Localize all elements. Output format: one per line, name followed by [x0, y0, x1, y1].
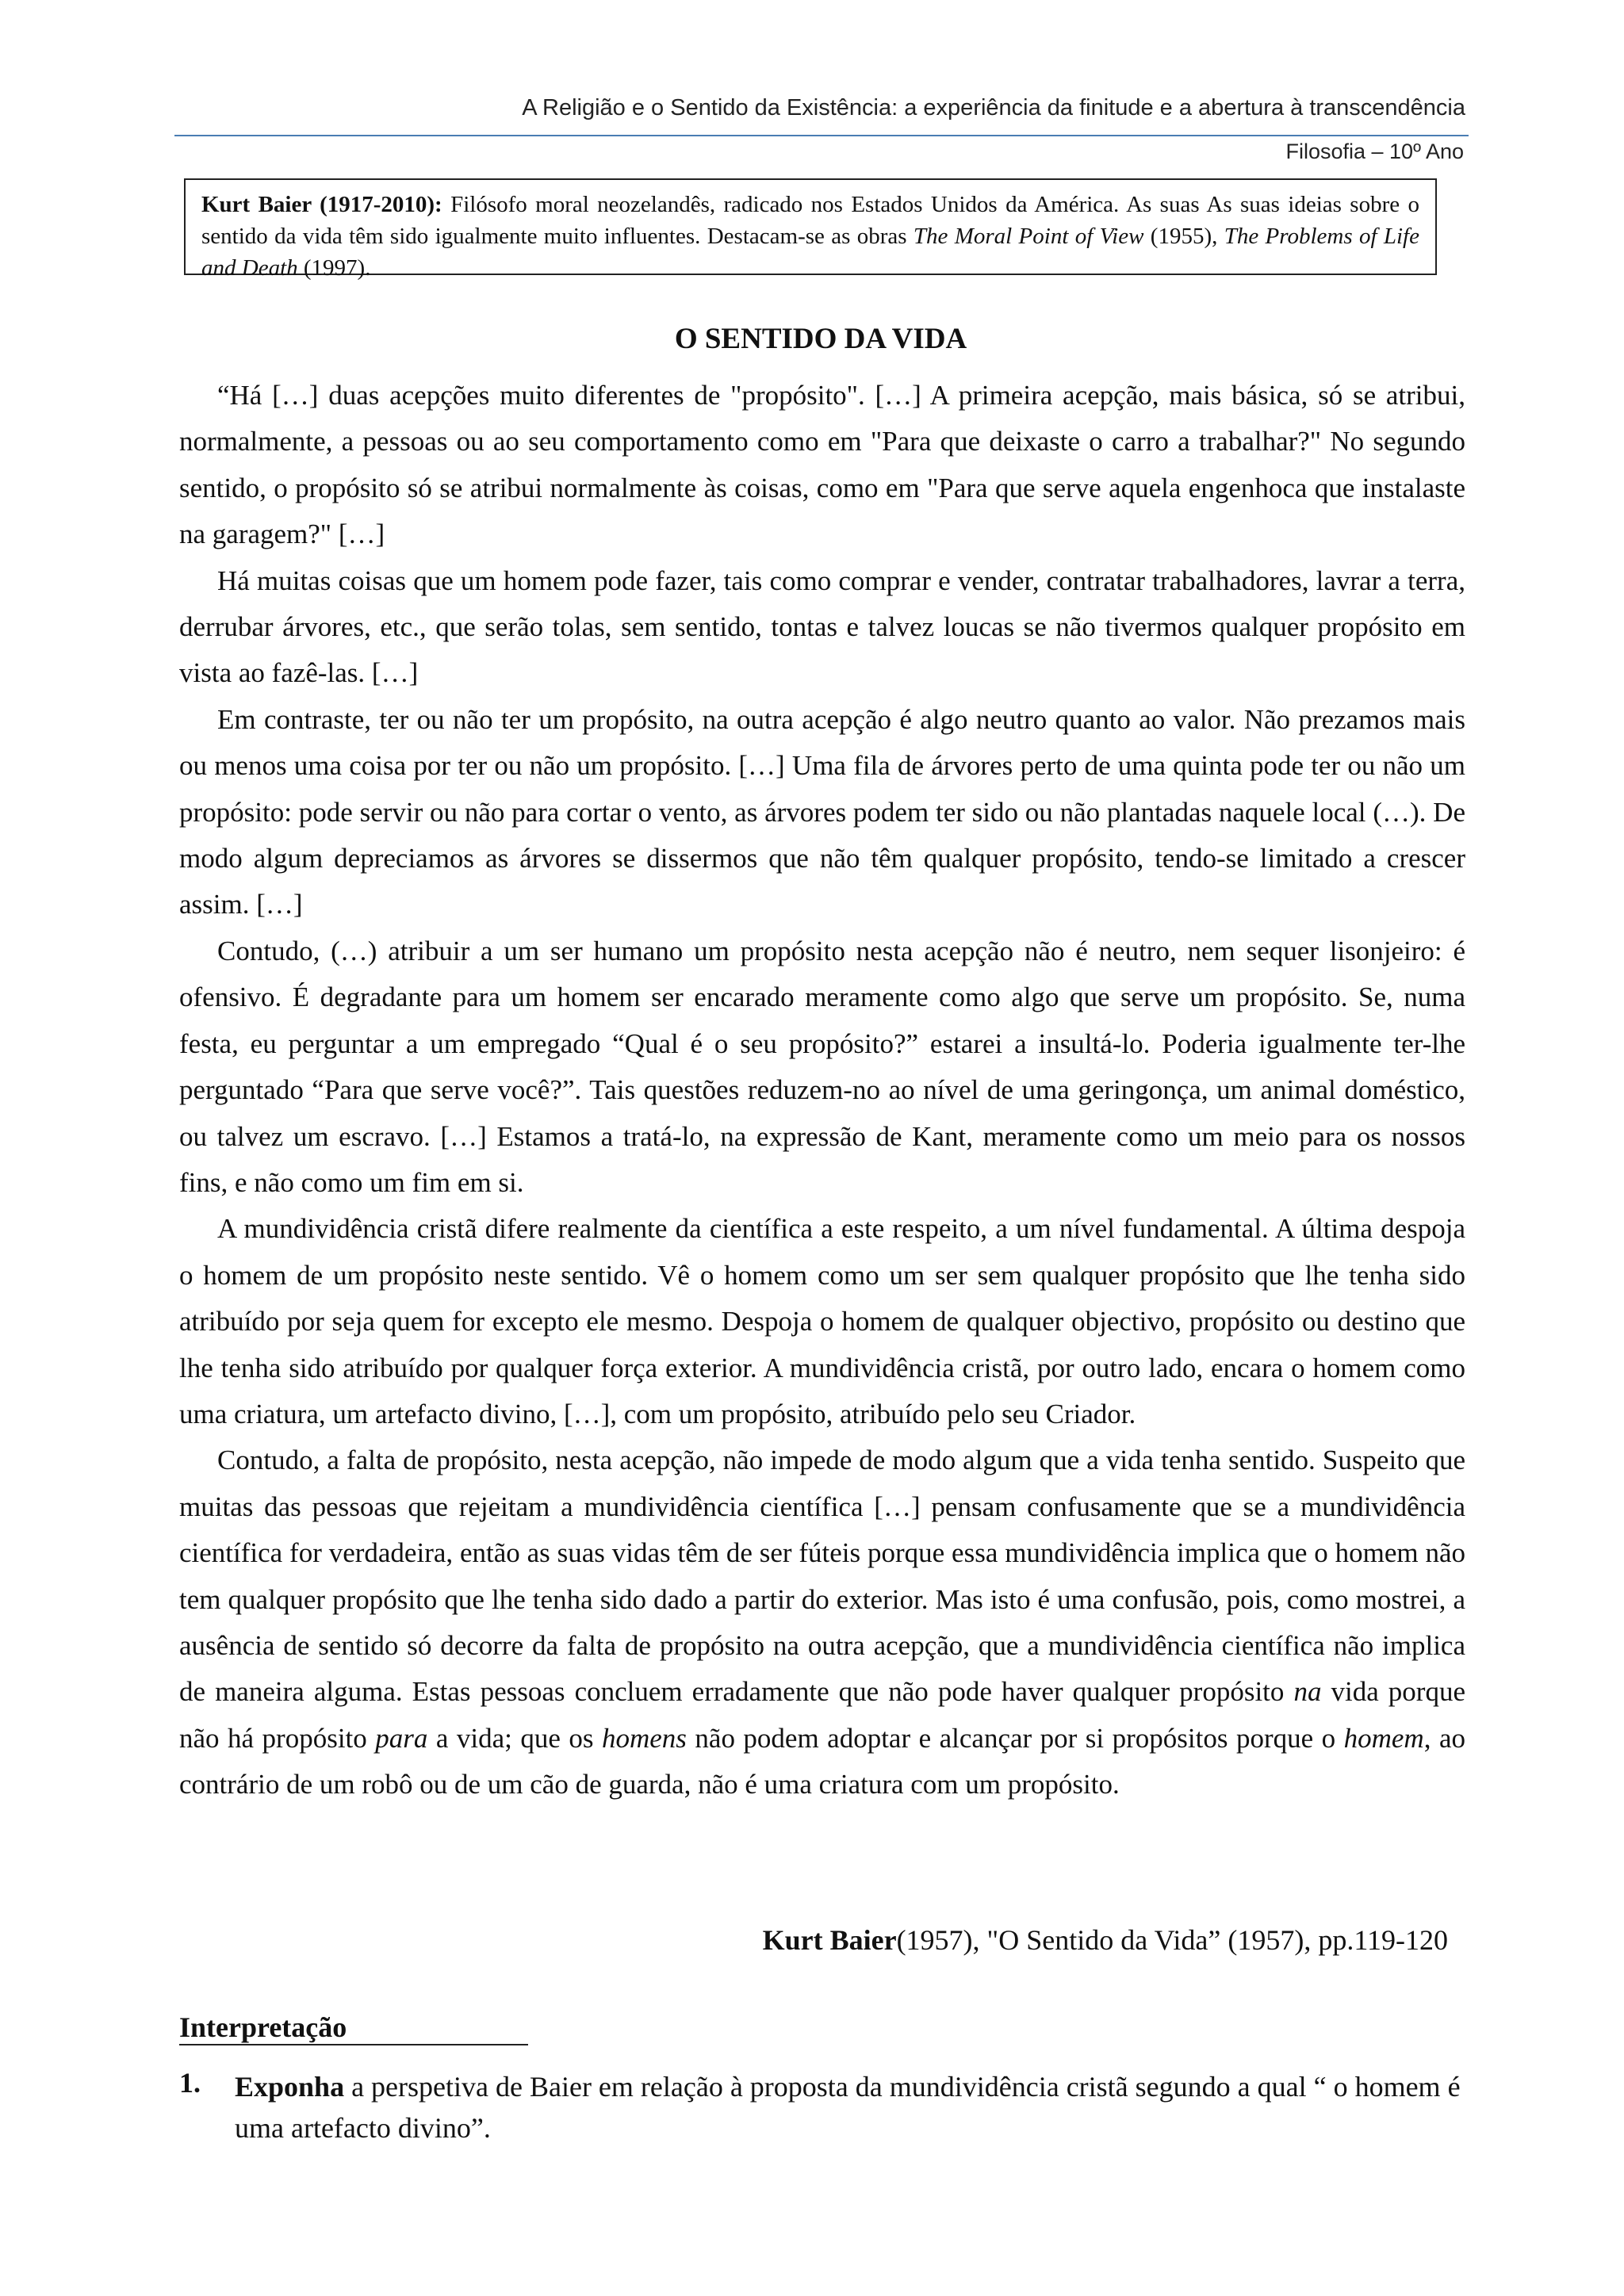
source-citation	[763, 1923, 1448, 1957]
bio-text: (1997).	[297, 255, 371, 281]
paragraph: “Há […] duas acepções muito diferentes de "propósito". […] A primeira acepção, mais básica, só se atribui, normalmente, a pessoas ou ao seu comportamento como em "Para que deixaste o carro a trabalhar?" No segundo sentido, o propósito só se atribui normalmente às coisas, como em "Para que serve aquela engenhoca que instalaste na garagem?" […]	[179, 380, 1465, 550]
author-bio-box	[184, 178, 1437, 281]
paragraph: Em contraste, ter ou não ter um propósito, na outra acepção é algo neutro quanto ao valor. Não prezamos mais ou menos uma coisa por ter ou não um propósito. […] Uma fila de árvores perto de uma quinta pode ter ou não um propósito: pode servir ou não para cortar o vento, as árvores podem ter sido ou não plantadas naquele local (…). De modo algum depreciamos as árvores se dissermos que não têm qualquer propósito, tendo-se limitado a crescer assim. […]	[179, 703, 1465, 920]
section-heading: Interpretação	[179, 2011, 347, 2043]
paragraph-text: a vida; que os	[427, 1722, 602, 1754]
header-rule	[174, 135, 1469, 136]
emphasis: na	[1293, 1676, 1322, 1708]
bio-book-title: The Problems of Life and Death	[201, 224, 1419, 281]
paragraph: Há muitas coisas que um homem pode fazer, tais como comprar e vender, contratar trabalhadores, lavrar a terra, derrubar árvores, etc., que serão tolas, sem sentido, tontas e talvez loucas se não tivermos qualquer propósito em vista ao fazê-las. […]	[179, 564, 1465, 689]
running-header-title: A Religião e o Sentido da Existência: a experiência da finitude e a abertura à transcendência	[522, 95, 1465, 121]
paragraph	[179, 1437, 1465, 1808]
emphasis: homens	[601, 1722, 687, 1754]
paragraph-text: não podem adoptar e alcançar por si propósitos porque o	[686, 1722, 1344, 1754]
paragraph: A mundividência cristã difere realmente da científica a este respeito, a um nível fundamental. A última despoja o homem de um propósito neste sentido. Vê o homem como um ser sem qualquer propósito que lhe tenha sido atribuído por seja quem for excepto ele mesmo. Despoja o homem de qualquer objectivo, propósito ou destino que lhe tenha sido atribuído por qualquer força exterior. A mundividência cristã, por outro lado, encara o homem como uma criatura, um artefacto divino, […], com um propósito, atribuído pelo seu Criador.	[179, 1213, 1465, 1429]
question-text	[235, 2066, 1472, 2149]
paragraph-text: vida porque não há propósito	[179, 1676, 1465, 1754]
question-verb: Exponha	[235, 2071, 345, 2103]
section-underline	[179, 2044, 528, 2045]
paragraph: Contudo, (…) atribuir a um ser humano um propósito nesta acepção não é neutro, nem sequer lisonjeiro: é ofensivo. É degradante para um homem ser encarado meramente como algo que serve um propósito. Se, numa festa, eu perguntar a um empregado “Qual é o seu propósito?” estarei a insultá-lo. Poderia igualmente ter-lhe perguntado “Para que serve você?”. Tais questões reduzem-no ao nível de uma geringonça, um animal doméstico, ou talvez um escravo. […] Estamos a tratá-lo, na expressão de Kant, meramente como um meio para os nossos fins, e não como um fim em si.	[179, 935, 1465, 1198]
excerpt-body	[179, 373, 1465, 1808]
question-number: 1.	[179, 2067, 201, 2099]
emphasis: para	[375, 1722, 428, 1754]
question-body: a perspetiva de Baier em relação à proposta da mundividência cristã segundo a qual “ o homem é uma artefacto divino”.	[235, 2071, 1461, 2144]
citation-details: (1957), "O Sentido da Vida” (1957), pp.119-120	[896, 1924, 1448, 1956]
bio-author-name: Kurt Baier (1917-2010):	[201, 192, 442, 217]
paragraph-text: , ao contrário de um robô ou de um cão de guarda, não é uma criatura com um propósito.	[179, 1722, 1465, 1800]
bio-text: (1955),	[1143, 224, 1224, 249]
citation-author: Kurt Baier	[762, 1924, 897, 1956]
running-header-subtitle: Filosofia – 10º Ano	[1285, 140, 1464, 163]
paragraph-text: Contudo, a falta de propósito, nesta acepção, não impede de modo algum que a vida tenha sentido. Suspeito que muitas das pessoas que rejeitam a mundividência científica […] pensam confusamente que se a mundividência científica for verdadeira, então as suas vidas têm de ser fúteis porque essa mundividência implica que o homem não tem qualquer propósito que lhe tenha sido dado a partir do exterior. Mas isto é uma confusão, pois, como mostrei, a ausência de sentido só decorre da falta de propósito na outra acepção, que a mundividência científica não implica de maneira alguma. Estas pessoas concluem erradamente que não pode haver qualquer propósito	[179, 1445, 1465, 1708]
text-title: O SENTIDO DA VIDA	[674, 323, 967, 355]
bio-book-title: The Moral Point of View	[913, 224, 1144, 249]
bio-text: Filósofo moral neozelandês, radicado nos Estados Unidos da América. As suas As suas ideias sobre o sentido da vida têm sido igualmente muito influentes. Destacam-se as obras	[201, 192, 1419, 249]
emphasis: homem	[1343, 1722, 1424, 1754]
